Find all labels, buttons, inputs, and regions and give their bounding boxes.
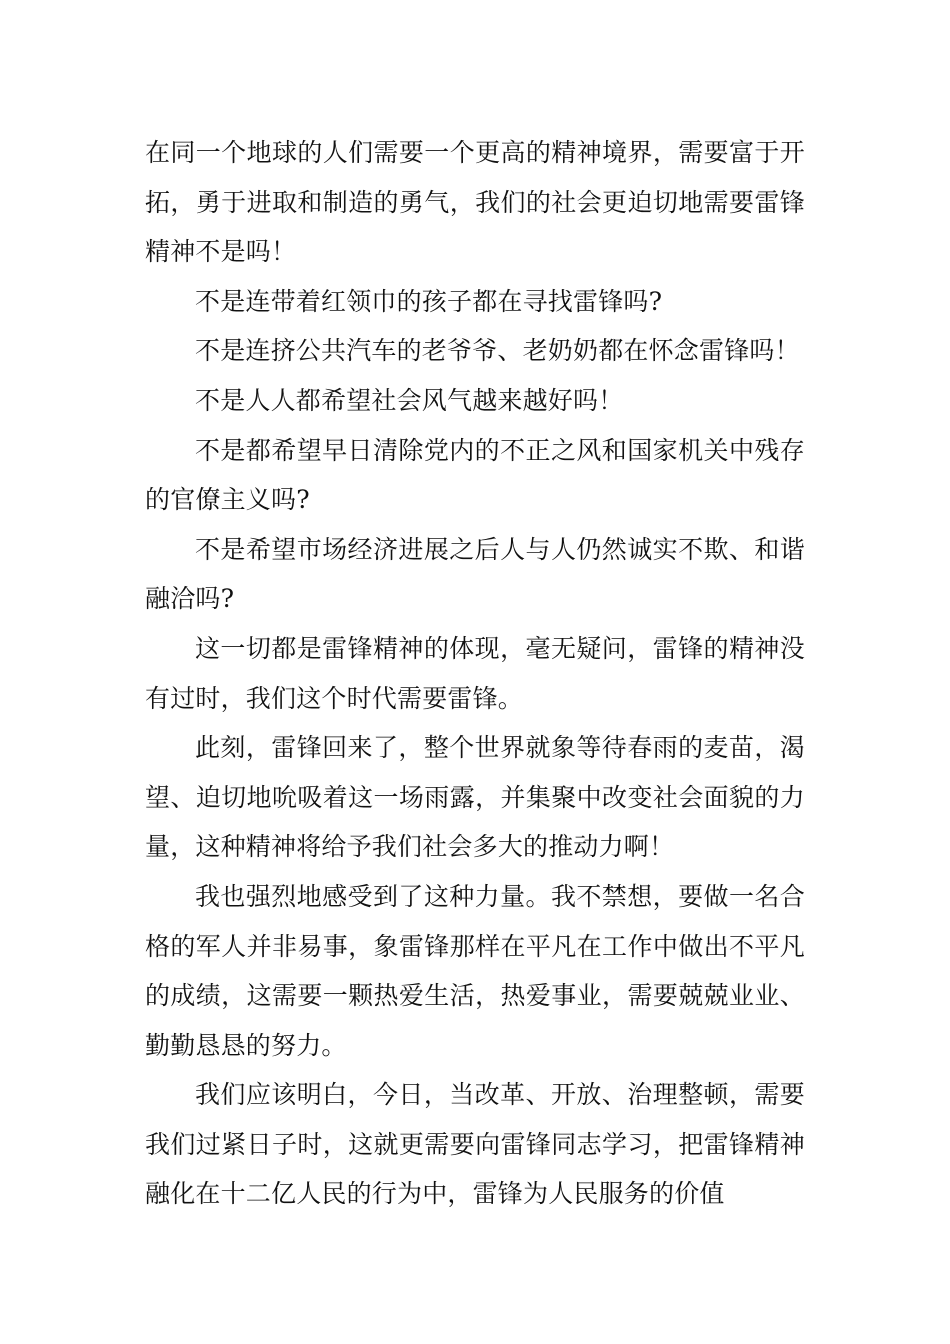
- paragraph-1: 在同一个地球的人们需要一个更高的精神境界，需要富于开拓，勇于进取和制造的勇气，我们的社会更迫切地需要雷锋精神不是吗！: [145, 138, 805, 267]
- document-page: [145, 128, 805, 1219]
- paragraph-8: 此刻，雷锋回来了，整个世界就象等待春雨的麦苗，渴望、迫切地吮吸着这一场雨露，并集聚中改变社会面貌的力量，这种精神将给予我们社会多大的推动力啊！: [145, 733, 805, 862]
- paragraph-4: 不是人人都希望社会风气越来越好吗！: [195, 385, 624, 415]
- paragraph-10: 我们应该明白，今日，当改革、开放、治理整顿，需要我们过紧日子时，这就更需要向雷锋同志学习，把雷锋精神融化在十二亿人民的行为中，雷锋为人民服务的价值: [145, 1080, 805, 1209]
- paragraph-6: 不是希望市场经济进展之后人与人仍然诚实不欺、和谐融洽吗?: [145, 534, 805, 614]
- paragraph-3: 不是连挤公共汽车的老爷爷、老奶奶都在怀念雷锋吗！: [195, 336, 800, 366]
- paragraph-2: 不是连带着红领巾的孩子都在寻找雷锋吗?: [195, 286, 663, 316]
- paragraph-7: 这一切都是雷锋精神的体现，毫无疑问，雷锋的精神没有过时，我们这个时代需要雷锋。: [145, 633, 805, 713]
- paragraph-5: 不是都希望早日清除党内的不正之风和国家机关中残存的官僚主义吗?: [145, 435, 805, 515]
- paragraph-9: 我也强烈地感受到了这种力量。我不禁想，要做一名合格的军人并非易事，象雷锋那样在平凡在工作中做出不平凡的成绩，这需要一颗热爱生活，热爱事业，需要兢兢业业、勤勤恳恳的努力。: [145, 881, 805, 1060]
